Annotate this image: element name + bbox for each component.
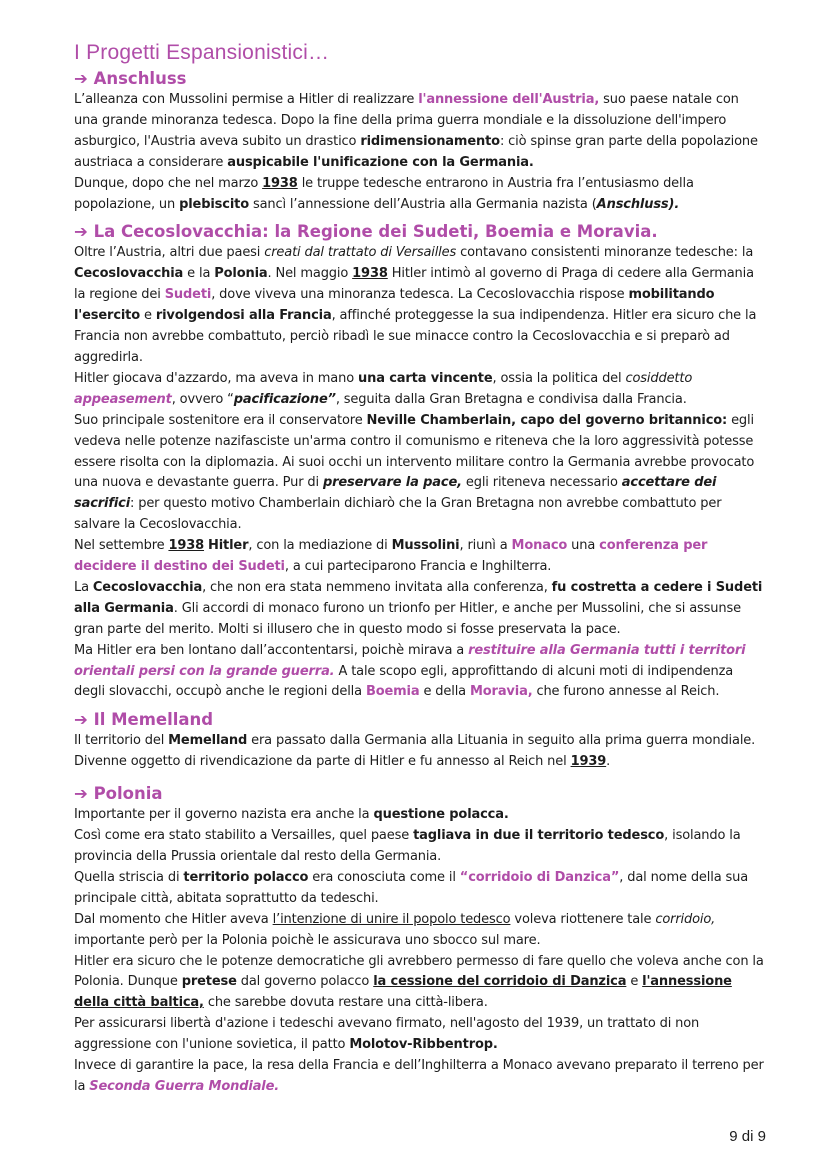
- paragraph-polonia-3: Quella striscia di territorio polacco era conosciuta come il “corridoio di Danzica”, dal nome della sua principale città, abitata soprattutto da tedeschi.: [74, 869, 749, 906]
- paragraph-ceco-6: Ma Hitler era ben lontano dall’accontentarsi, poichè mirava a restituire alla Germania tutti i territori orientali persi con la grande guerra. A tale scopo egli, approfittando di alcuni moti di indipendenza degli slovacchi, occupò anche le regioni della Boemia e della Moravia, che furono annesse al Reich.: [74, 642, 746, 700]
- paragraph-polonia-5: Hitler era sicuro che le potenze democratiche gli avrebbero permesso di fare quello che voleva anche con la Polonia. Dunque pretese dal governo polacco la cessione del corridoio di Danzica e l'annessione della città baltica, che sarebbe dovuta restare una città-libera.: [74, 953, 764, 1011]
- paragraph-polonia-2: Così come era stato stabilito a Versailles, quel paese tagliava in due il territorio tedesco, isolando la provincia della Prussia orientale dal resto della Germania.: [74, 828, 741, 864]
- heading-cecoslovacchia: ➔ La Cecoslovacchia: la Regione dei Sudeti, Boemia e Moravia.: [74, 222, 658, 242]
- paragraph-anschluss-2: Dunque, dopo che nel marzo 1938 le truppe tedesche entrarono in Austria fra l’entusiasmo della popolazione, un plebiscito sancì l’annessione dell’Austria alla Germania nazista (Anschluss).: [74, 175, 694, 212]
- paragraph-polonia-7: Invece di garantire la pace, la resa della Francia e dell’Inghilterra a Monaco avevano preparato il terreno per la Seconda Guerra Mondiale.: [74, 1058, 764, 1094]
- heading-memelland: ➔ Il Memelland: [74, 710, 214, 730]
- document-title: I Progetti Espansionistici…: [74, 41, 330, 64]
- paragraph-polonia-1: Importante per il governo nazista era anche la questione polacca.: [74, 807, 509, 823]
- page-number: 9 di 9: [729, 1128, 766, 1145]
- paragraph-ceco-5: La Cecoslovacchia, che non era stata nemmeno invitata alla conferenza, fu costretta a cedere i Sudeti alla Germania. Gli accordi di monaco furono un trionfo per Hitler, e anche per Mussolini, che si assunse gran parte del merito. Molti si illusero che in questo modo si fosse preservata la pace.: [74, 579, 763, 637]
- paragraph-ceco-4: Nel settembre 1938 Hitler, con la mediazione di Mussolini, riunì a Monaco una conferenza per decidere il destino dei Sudeti, a cui parteciparono Francia e Inghilterra.: [74, 538, 708, 575]
- paragraph-polonia-4: Dal momento che Hitler aveva l’intenzione di unire il popolo tedesco voleva riottenere tale corridoio, importante però per la Polonia poichè le assicurava uno sbocco sul mare.: [74, 911, 716, 948]
- heading-anschluss: ➔ Anschluss: [74, 69, 187, 88]
- paragraph-ceco-2: Hitler giocava d'azzardo, ma aveva in mano una carta vincente, ossia la politica del cosiddetto appeasement, ovvero “pacificazione”, seguita dalla Gran Bretagna e condivisa dalla Francia.: [74, 370, 693, 407]
- heading-polonia: ➔ Polonia: [74, 784, 163, 804]
- document-page: [74, 40, 764, 1098]
- paragraph-anschluss-1: L’alleanza con Mussolini permise a Hitler di realizzare l'annessione dell'Austria, suo paese natale con una grande minoranza tedesca. Dopo la fine della prima guerra mondiale e la dissoluzione dell'impero asburgico, l'Austria aveva subito un drastico ridimensionamento: ciò spinse gran parte della popolazione austriaca a considerare auspicabile l'unificazione con la Germania.: [74, 92, 758, 170]
- paragraph-ceco-1: Oltre l’Austria, altri due paesi creati dal trattato di Versailles contavano consistenti minoranze tedesche: la Cecoslovacchia e la Polonia. Nel maggio 1938 Hitler intimò al governo di Praga di cedere alla Germania la regione dei Sudeti, dove viveva una minoranza tedesca. La Cecoslovacchia rispose mobilitando l'esercito e rivolgendosi alla Francia, affinché proteggesse la sua indipendenza. Hitler era sicuro che la Francia non avrebbe combattuto, perciò ribadì le sue minacce contro la Cecoslovacchia e si preparò ad aggredirla.: [74, 245, 757, 365]
- paragraph-memel-1: Il territorio del Memelland era passato dalla Germania alla Lituania in seguito alla prima guerra mondiale. Divenne oggetto di rivendicazione da parte di Hitler e fu annesso al Reich nel 1939.: [74, 733, 756, 770]
- paragraph-polonia-6: Per assicurarsi libertà d'azione i tedeschi avevano firmato, nell'agosto del 1939, un trattato di non aggressione con l'unione sovietica, il patto Molotov-Ribbentrop.: [74, 1016, 700, 1053]
- paragraph-ceco-3: Suo principale sostenitore era il conservatore Neville Chamberlain, capo del governo britannico: egli vedeva nelle potenze nazifasciste un'arma contro il comunismo e riteneva che la loro aggressività potesse essere risolta con la diplomazia. Ai suoi occhi un intervento militare contro la Germania avrebbe provocato una nuova e devastante guerra. Pur di preservare la pace, egli riteneva necessario accettare dei sacrifici: per questo motivo Chamberlain dichiarò che la Gran Bretagna non avrebbe combattuto per salvare la Cecoslovacchia.: [74, 412, 755, 533]
